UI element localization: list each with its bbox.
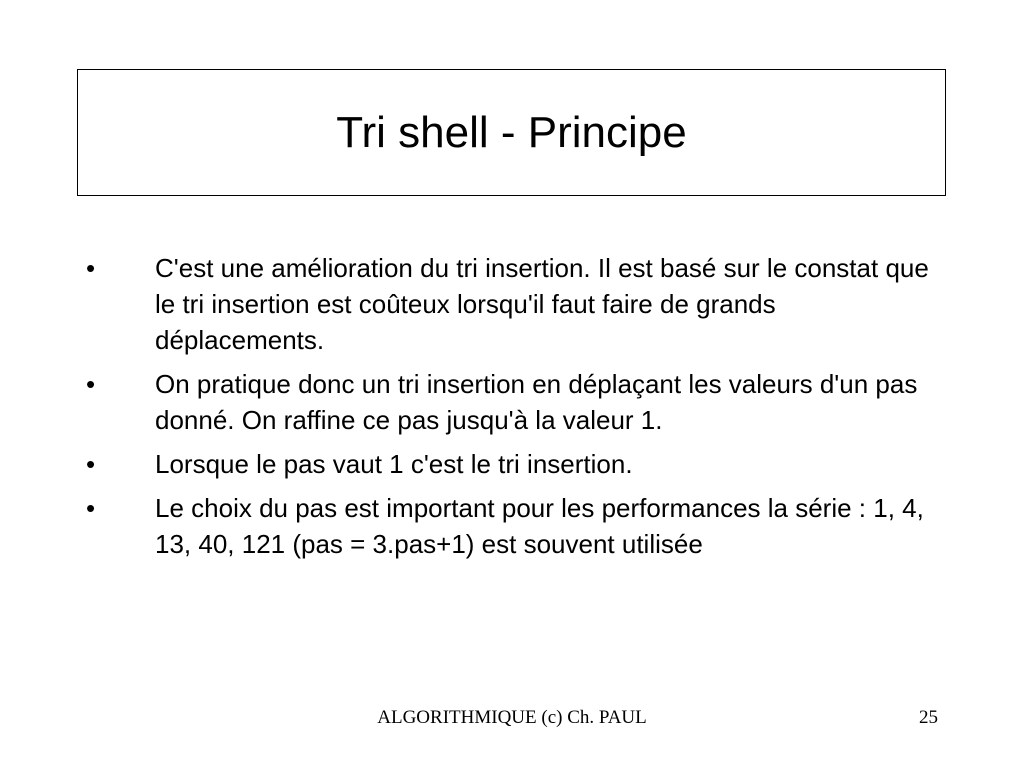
bullet-text: C'est une amélioration du tri insertion. Il est basé sur le constat que le tri insertion est coûteux lorsqu'il faut faire de grands déplacements. [155, 253, 929, 355]
bullet-item [86, 446, 946, 482]
bullet-item [86, 366, 946, 438]
bullet-dot-icon: • [86, 493, 96, 523]
bullet-dot-icon: • [86, 369, 96, 399]
slide-title: Tri shell - Principe [336, 107, 687, 157]
bullet-dot-icon: • [86, 449, 96, 479]
footer-text: ALGORITHMIQUE (c) Ch. PAUL [377, 707, 647, 728]
page-number: 25 [919, 707, 938, 728]
bullet-text: Lorsque le pas vaut 1 c'est le tri insertion. [155, 449, 633, 479]
bullet-item [86, 490, 946, 562]
bullet-text: On pratique donc un tri insertion en déplaçant les valeurs d'un pas donné. On raffine ce pas jusqu'à la valeur 1. [155, 369, 918, 435]
bullet-text: Le choix du pas est important pour les performances la série : 1, 4, 13, 40, 121 (pas = 3.pas+1) est souvent utilisée [155, 493, 924, 559]
title-box [77, 69, 946, 196]
bullet-list [86, 250, 946, 570]
bullet-dot-icon: • [86, 253, 96, 283]
bullet-item [86, 250, 946, 358]
